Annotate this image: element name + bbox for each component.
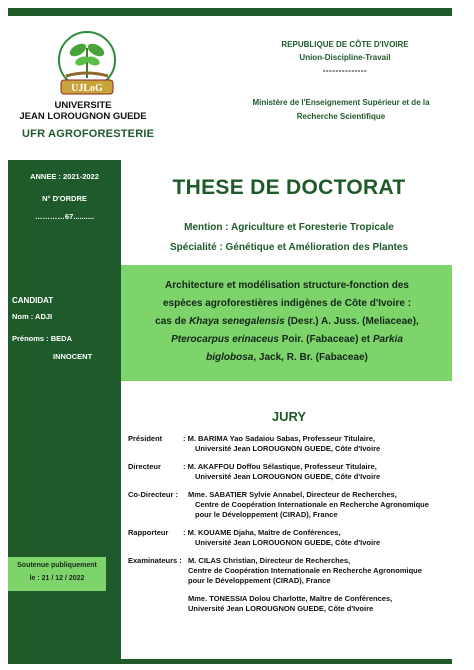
order-number-label: N° D'ORDRE (42, 194, 87, 203)
director-affiliation: Université Jean LOROUGNON GUEDE, Côte d'Ivoire (195, 472, 381, 481)
ufr-name: UFR AGROFORESTERIE (22, 128, 155, 140)
title-line-3c: (Desr.) A. Juss. (Meliaceae), (284, 316, 419, 327)
ministry-line2: Recherche Scientifique (296, 112, 386, 121)
examiner2-affiliation: Université Jean LOROUGNON GUEDE, Côte d'Ivoire (188, 604, 374, 613)
candidate-label: CANDIDAT (12, 296, 54, 305)
president-affiliation: Université Jean LOROUGNON GUEDE, Côte d'Ivoire (195, 444, 381, 453)
rapporteur-affiliation: Université Jean LOROUGNON GUEDE, Côte d'Ivoire (195, 538, 381, 547)
separator: -------------- (322, 66, 368, 75)
thesis-heading: THESE DE DOCTORAT (172, 176, 406, 199)
examiner1-name: M. CILAS Christian, Directeur de Recherches, (188, 556, 351, 565)
examiner2-name: Mme. TONESSIA Dolou Charlotte, Maître de Conférences, (188, 594, 393, 603)
species-parkia: Parkia (372, 334, 403, 345)
examiners-label: Examinateurs : (128, 556, 182, 565)
defense-label: Soutenue publiquement (17, 562, 97, 569)
director-label: Directeur (128, 462, 161, 471)
thesis-title (128, 277, 446, 367)
director-name: : M. AKAFFOU Doffou Sélastique, Professeur Titulaire, (183, 462, 377, 471)
codirector-label: Co-Directeur : (128, 490, 179, 499)
title-line-5 (128, 349, 446, 367)
species-pterocarpus: Pterocarpus erinaceus (171, 334, 279, 345)
candidate-firstnames-cont: INNOCENT (53, 352, 93, 361)
codirector-name: Mme. SABATIER Sylvie Annabel, Directeur de Recherches, (188, 490, 397, 499)
order-number-value: …………67.......... (34, 212, 95, 221)
jury-heading: JURY (271, 409, 307, 424)
species-biglobosa: biglobosa (206, 352, 254, 363)
defense-date-box (8, 557, 106, 591)
title-line-4b: Poir. (Fabaceae) et (278, 334, 373, 345)
university-line1: UNIVERSITE (54, 100, 112, 111)
bottom-border-bar (8, 659, 452, 664)
national-motto: Union-Discipline-Travail (299, 53, 391, 62)
candidate-firstnames: Prénoms : BEDA (12, 334, 73, 343)
species-khaya: Khaya senegalensis (189, 316, 285, 327)
top-border-bar (8, 8, 452, 16)
president-name: : M. BARIMA Yao Sadaiou Sabas, Professeur Titulaire, (183, 434, 375, 443)
codirector-affiliation-2: pour le Développement (CIRAD), France (195, 510, 338, 519)
ministry-block (230, 96, 452, 124)
title-line-5b: , Jack, R. Br. (Fabaceae) (253, 352, 368, 363)
academic-year: ANNEE : 2021-2022 (30, 172, 99, 181)
title-line-3a: cas de (155, 316, 190, 327)
rapporteur-name: : M. KOUAME Djaha, Maître de Conférences, (183, 528, 341, 537)
specialty-line: Spécialité : Génétique et Amélioration des Plantes (169, 242, 409, 253)
codirector-affiliation-1: Centre de Coopération Internationale en Recherche Agronomique (195, 500, 429, 509)
rapporteur-label: Rapporteur (128, 528, 169, 537)
ministry-line1: Ministère de l'Enseignement Supérieur et de la (252, 98, 430, 107)
title-line-3 (128, 313, 446, 331)
university-logo (44, 30, 130, 100)
title-line-1: Architecture et modélisation structure-fonction des (165, 280, 409, 291)
title-line-2: espèces agroforestières indigènes de Côte d'Ivoire : (162, 298, 412, 309)
president-label: Président (128, 434, 163, 443)
mention-line: Mention : Agriculture et Foresterie Tropicale (184, 222, 394, 233)
logo-text: UJLoG (71, 83, 103, 94)
republic-block (250, 38, 440, 77)
university-line2: JEAN LOROUGNON GUEDE (19, 111, 147, 122)
republic-name: REPUBLIQUE DE CÔTE D'IVOIRE (281, 40, 409, 49)
defense-date: le : 21 / 12 / 2022 (29, 575, 85, 582)
title-line-4 (128, 331, 446, 349)
candidate-surname: Nom : ADJI (12, 312, 53, 321)
examiner1-affiliation-2: pour le Développement (CIRAD), France (188, 576, 331, 585)
examiner1-affiliation-1: Centre de Coopération Internationale en Recherche Agronomique (188, 566, 422, 575)
university-name (8, 100, 158, 122)
